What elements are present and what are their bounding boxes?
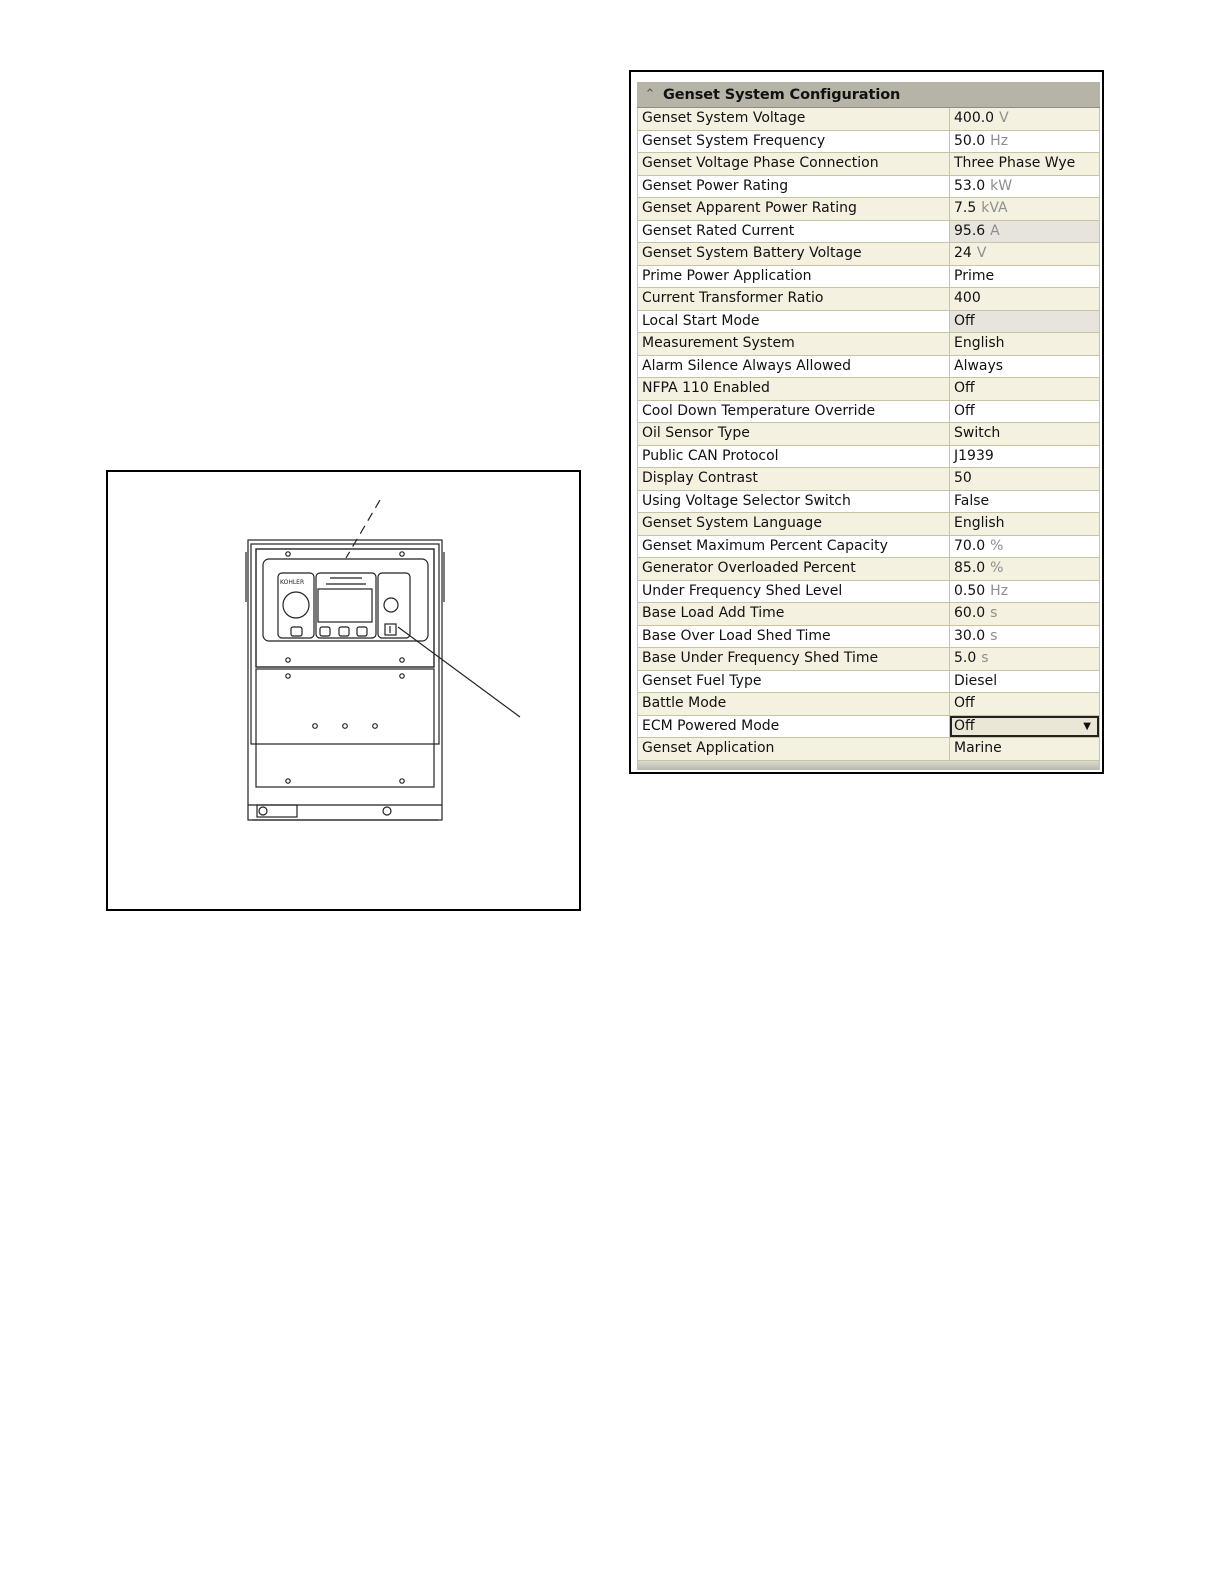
property-unit: A xyxy=(990,222,1000,239)
config-rows xyxy=(637,108,1100,761)
horizontal-scrollbar[interactable] xyxy=(637,761,1100,770)
property-row[interactable] xyxy=(638,716,1099,739)
property-unit: s xyxy=(990,605,998,621)
property-label: Genset Maximum Percent Capacity xyxy=(638,536,950,558)
property-row[interactable] xyxy=(638,176,1099,199)
property-value[interactable] xyxy=(950,423,1099,445)
property-unit: V xyxy=(976,245,987,261)
property-value-text: Marine xyxy=(954,740,1002,756)
property-label: ECM Powered Mode xyxy=(638,716,950,738)
property-value[interactable] xyxy=(950,356,1099,378)
property-label: Measurement System xyxy=(638,333,950,355)
property-label: Base Load Add Time xyxy=(638,603,950,625)
property-label: Current Transformer Ratio xyxy=(638,288,950,310)
property-row[interactable] xyxy=(638,266,1099,289)
property-row[interactable] xyxy=(638,446,1099,469)
property-value[interactable] xyxy=(950,648,1099,670)
property-label: Base Over Load Shed Time xyxy=(638,626,950,648)
property-label: Genset Apparent Power Rating xyxy=(638,198,950,220)
property-row[interactable] xyxy=(638,738,1099,761)
property-value-text: Three Phase Wye xyxy=(954,155,1076,171)
property-label: Genset System Voltage xyxy=(638,108,950,130)
property-value-text: 400.0 xyxy=(954,110,995,126)
property-label: Genset Power Rating xyxy=(638,176,950,198)
property-row[interactable] xyxy=(638,581,1099,604)
property-row[interactable] xyxy=(638,513,1099,536)
property-value-text: 400 xyxy=(954,290,981,306)
property-value[interactable] xyxy=(950,176,1099,198)
property-row[interactable] xyxy=(638,558,1099,581)
property-value[interactable] xyxy=(950,243,1099,265)
property-value-text: Off xyxy=(954,717,975,734)
property-value-text: 7.5 xyxy=(954,200,977,216)
property-value-text: 30.0 xyxy=(954,627,986,644)
property-value-text: English xyxy=(954,335,1005,351)
property-value-text: Always xyxy=(954,357,1004,374)
property-value-text: 5.0 xyxy=(954,650,977,666)
property-value[interactable] xyxy=(950,221,1099,243)
property-value-text: 24 xyxy=(954,245,972,261)
property-row[interactable] xyxy=(638,333,1099,356)
property-row[interactable] xyxy=(638,356,1099,379)
property-unit: s xyxy=(981,650,989,666)
property-value-text: 50 xyxy=(954,470,972,486)
property-unit: V xyxy=(999,110,1009,126)
property-value-text: Off xyxy=(954,380,975,396)
property-value[interactable] xyxy=(950,536,1099,558)
property-value-text: 70.0 xyxy=(954,537,986,554)
property-row[interactable] xyxy=(638,311,1099,334)
property-row[interactable] xyxy=(638,648,1099,671)
property-unit: % xyxy=(990,537,1004,554)
property-value[interactable] xyxy=(950,198,1099,220)
property-unit: Hz xyxy=(990,132,1009,149)
property-value-text: 95.6 xyxy=(954,222,986,239)
property-row[interactable] xyxy=(638,626,1099,649)
property-value[interactable] xyxy=(950,401,1099,423)
property-row[interactable] xyxy=(638,243,1099,266)
section-header[interactable] xyxy=(637,82,1100,108)
controller-panel-drawing xyxy=(108,472,579,909)
collapse-chevron-icon[interactable]: ⌃ xyxy=(644,87,656,102)
property-value[interactable] xyxy=(950,738,1099,760)
property-value-text: 53.0 xyxy=(954,177,986,194)
property-value[interactable] xyxy=(950,266,1099,288)
property-label: Public CAN Protocol xyxy=(638,446,950,468)
property-label: Display Contrast xyxy=(638,468,950,490)
property-value-text: Off xyxy=(954,402,975,419)
property-value[interactable] xyxy=(950,693,1099,715)
property-row[interactable] xyxy=(638,288,1099,311)
property-value[interactable] xyxy=(950,131,1099,153)
property-value-text: Off xyxy=(954,695,975,711)
property-label: Genset System Frequency xyxy=(638,131,950,153)
property-label: Cool Down Temperature Override xyxy=(638,401,950,423)
property-label: Genset Voltage Phase Connection xyxy=(638,153,950,175)
property-label: Prime Power Application xyxy=(638,266,950,288)
property-value[interactable] xyxy=(950,491,1099,513)
property-value-text: Diesel xyxy=(954,672,998,689)
property-row[interactable] xyxy=(638,468,1099,491)
property-label: Genset System Battery Voltage xyxy=(638,243,950,265)
property-row[interactable] xyxy=(638,378,1099,401)
property-row[interactable] xyxy=(638,108,1099,131)
property-value-text: Switch xyxy=(954,425,1001,441)
property-value[interactable] xyxy=(950,333,1099,355)
config-panel xyxy=(637,82,1100,770)
property-unit: s xyxy=(990,627,998,644)
property-label: Genset System Language xyxy=(638,513,950,535)
property-value-text: 60.0 xyxy=(954,605,986,621)
property-value-text: False xyxy=(954,492,990,509)
controller-figure xyxy=(106,470,581,911)
property-value-dropdown[interactable] xyxy=(950,716,1099,738)
property-label: Battle Mode xyxy=(638,693,950,715)
property-value-text: Prime xyxy=(954,267,995,284)
property-value[interactable] xyxy=(950,378,1099,400)
property-unit: kW xyxy=(990,177,1013,194)
panel-brand-label: KOHLER xyxy=(280,579,305,586)
property-label: Local Start Mode xyxy=(638,311,950,333)
property-label: Base Under Frequency Shed Time xyxy=(638,648,950,670)
property-unit: % xyxy=(990,560,1004,576)
property-label: Oil Sensor Type xyxy=(638,423,950,445)
property-row[interactable] xyxy=(638,198,1099,221)
dropdown-arrow-icon[interactable]: ▼ xyxy=(1083,720,1091,732)
property-row[interactable] xyxy=(638,693,1099,716)
property-unit: kVA xyxy=(981,200,1008,216)
property-label: Under Frequency Shed Level xyxy=(638,581,950,603)
property-unit: Hz xyxy=(990,582,1009,599)
property-value[interactable] xyxy=(950,513,1099,535)
property-value-text: Off xyxy=(954,312,975,329)
property-label: NFPA 110 Enabled xyxy=(638,378,950,400)
property-value[interactable] xyxy=(950,446,1099,468)
property-row[interactable] xyxy=(638,153,1099,176)
property-label: Generator Overloaded Percent xyxy=(638,558,950,580)
property-value[interactable] xyxy=(950,626,1099,648)
property-value[interactable] xyxy=(950,558,1099,580)
property-label: Genset Application xyxy=(638,738,950,760)
property-value[interactable] xyxy=(950,581,1099,603)
property-value-text: 0.50 xyxy=(954,582,986,599)
property-value-text: J1939 xyxy=(954,447,994,464)
property-value[interactable] xyxy=(950,153,1099,175)
section-title: Genset System Configuration xyxy=(663,86,901,103)
property-row[interactable] xyxy=(638,491,1099,514)
property-row[interactable] xyxy=(638,401,1099,424)
property-label: Using Voltage Selector Switch xyxy=(638,491,950,513)
property-label: Genset Rated Current xyxy=(638,221,950,243)
property-row[interactable] xyxy=(638,423,1099,446)
property-value-text: English xyxy=(954,515,1005,531)
property-value[interactable] xyxy=(950,288,1099,310)
property-row[interactable] xyxy=(638,671,1099,694)
property-row[interactable] xyxy=(638,603,1099,626)
config-screenshot xyxy=(629,70,1104,774)
property-row[interactable] xyxy=(638,536,1099,559)
property-value[interactable] xyxy=(950,603,1099,625)
property-label: Genset Fuel Type xyxy=(638,671,950,693)
property-value-text: 50.0 xyxy=(954,132,986,149)
property-value[interactable] xyxy=(950,108,1099,130)
property-label: Alarm Silence Always Allowed xyxy=(638,356,950,378)
property-value[interactable] xyxy=(950,311,1099,333)
property-row[interactable] xyxy=(638,131,1099,154)
property-value[interactable] xyxy=(950,468,1099,490)
property-row[interactable] xyxy=(638,221,1099,244)
property-value[interactable] xyxy=(950,671,1099,693)
property-value-text: 85.0 xyxy=(954,560,986,576)
